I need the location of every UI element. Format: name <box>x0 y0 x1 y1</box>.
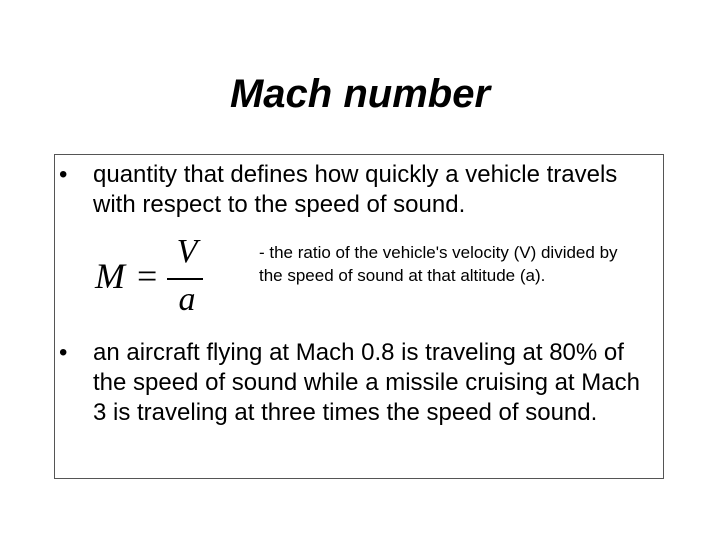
bullet-marker: • <box>59 339 68 366</box>
mach-formula <box>95 233 215 319</box>
fraction-bar <box>167 278 203 280</box>
formula-numerator: V <box>176 233 198 270</box>
bullet-text: an aircraft flying at Mach 0.8 is traveling at 80% of the speed of sound while a missile cruising at Mach 3 is traveling at three times the speed of sound. <box>93 339 640 426</box>
formula-denominator: a <box>178 281 196 318</box>
slide-title: Mach number <box>229 72 491 116</box>
bullet-marker: • <box>59 161 68 188</box>
bullet-text: quantity that defines how quickly a vehicle travels with respect to the speed of sound. <box>93 161 618 218</box>
bullet-definition <box>59 160 619 222</box>
content-box <box>54 154 664 479</box>
formula-explanation: - the ratio of the vehicle's velocity (V) divided by the speed of sound at that altitude (a). <box>259 243 618 285</box>
bullet-example <box>59 338 649 462</box>
formula-lhs: M <box>95 256 125 296</box>
formula-equals: = <box>137 256 158 296</box>
